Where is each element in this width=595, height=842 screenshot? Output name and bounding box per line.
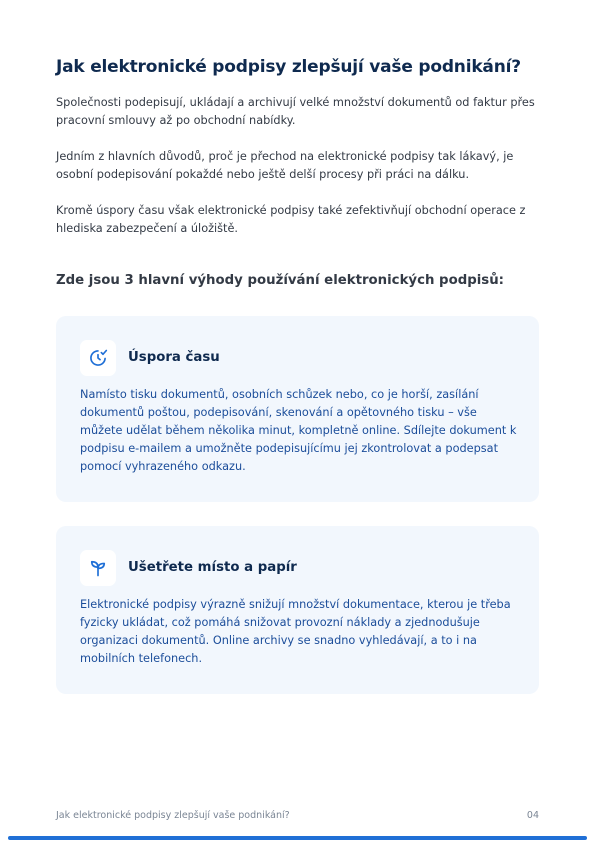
clock-check-icon <box>80 340 116 376</box>
benefit-title: Úspora času <box>128 350 220 365</box>
benefit-description: Namísto tisku dokumentů, osobních schůzek nebo, co je horší, zasílání dokumentů poštou, podepisování, skenování a opětovného tisku – vše můžete udělat během několika minut, kompletně online. Sdílejte dokument k podpisu e-mailem a umožněte podepisujícímu jej zkontrolovat a podepsat pomocí vyhrazeného odkazu. <box>80 388 517 473</box>
intro-paragraph-1: Společnosti podepisují, ukládají a archivují velké množství dokumentů od faktur přes pracovní smlouvy až po obchodní nabídky. <box>56 96 535 127</box>
intro-paragraph-2: Jedním z hlavních důvodů, proč je přechod na elektronické podpisy tak lákavý, je osobní podepisování pokaždé nebo ještě delší procesy při práci na dálku. <box>56 150 514 181</box>
benefit-card-time <box>56 316 539 502</box>
benefit-title: Ušetřete místo a papír <box>128 560 297 575</box>
footer-accent-bar <box>8 836 587 840</box>
benefit-card-paper <box>56 526 539 694</box>
footer-title: Jak elektronické podpisy zlepšují vaše podnikání? <box>56 810 290 821</box>
page-number: 04 <box>526 810 539 821</box>
intro-paragraph-3: Kromě úspory času však elektronické podpisy také zefektivňují obchodní operace z hlediska zabezpečení a úložiště. <box>56 204 526 235</box>
benefits-heading: Zde jsou 3 hlavní výhody používání elektronických podpisů: <box>56 273 504 288</box>
benefit-description: Elektronické podpisy výrazně snižují množství dokumentace, kterou je třeba fyzicky ukládat, což pomáhá snižovat provozní náklady a zjednodušuje organizaci dokumentů. Online archivy se snadno vyhledávají, a to i na mobilních telefonech. <box>80 598 511 665</box>
page-title: Jak elektronické podpisy zlepšují vaše podnikání? <box>56 57 521 77</box>
sprout-icon <box>80 550 116 586</box>
